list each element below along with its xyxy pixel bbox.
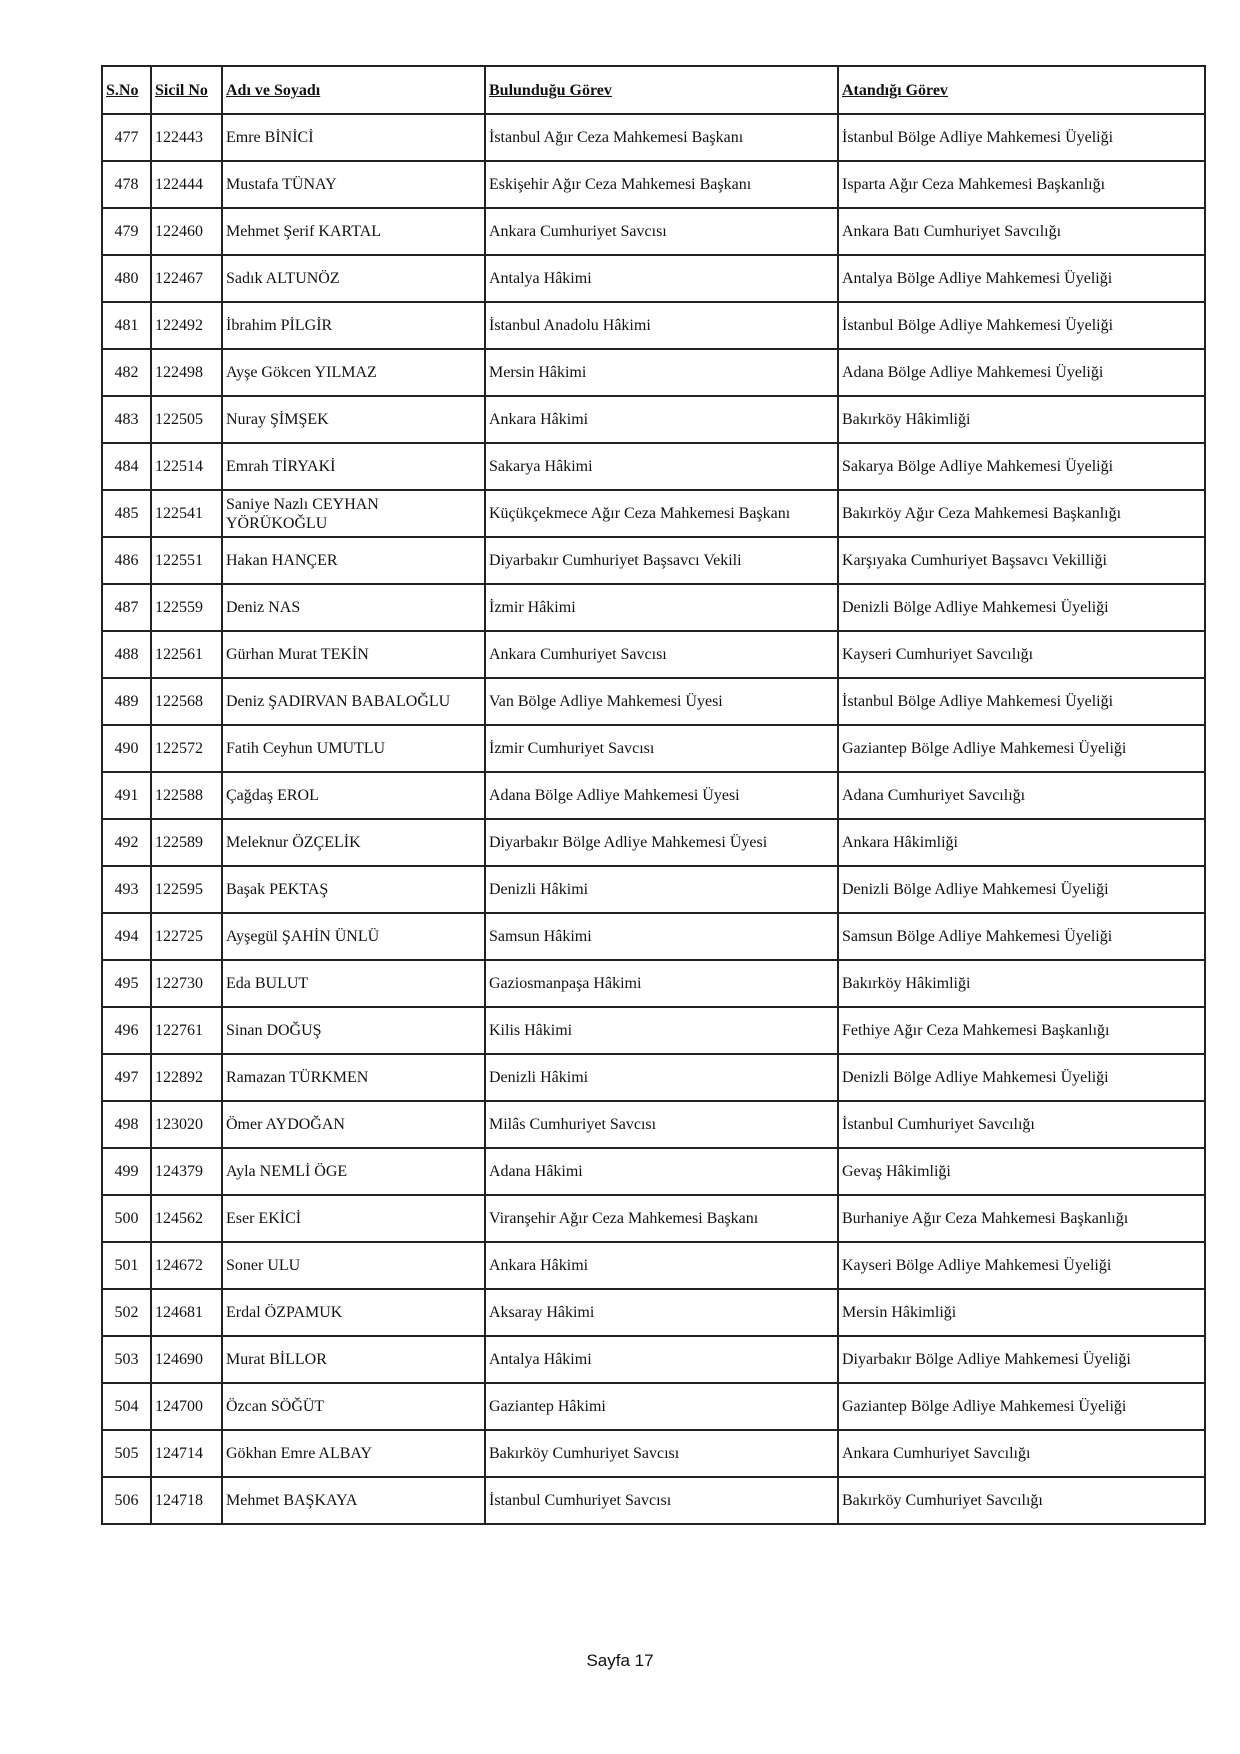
cell-assigned-post: İstanbul Cumhuriyet Savcılığı [838,1101,1205,1148]
cell-current-post: Ankara Cumhuriyet Savcısı [485,631,838,678]
cell-name: Mustafa TÜNAY [222,161,485,208]
cell-sicil-no: 122730 [151,960,222,1007]
cell-current-post: İstanbul Cumhuriyet Savcısı [485,1477,838,1524]
cell-current-post: Ankara Cumhuriyet Savcısı [485,208,838,255]
cell-current-post: Diyarbakır Bölge Adliye Mahkemesi Üyesi [485,819,838,866]
cell-name: Deniz NAS [222,584,485,631]
cell-sno: 484 [102,443,151,490]
cell-current-post: Denizli Hâkimi [485,1054,838,1101]
cell-current-post: Adana Bölge Adliye Mahkemesi Üyesi [485,772,838,819]
appointments-table [101,65,1206,1525]
table-row [102,772,1205,819]
cell-sicil-no: 122498 [151,349,222,396]
cell-assigned-post: Adana Bölge Adliye Mahkemesi Üyeliği [838,349,1205,396]
cell-sicil-no: 124379 [151,1148,222,1195]
table-row [102,255,1205,302]
cell-sno: 480 [102,255,151,302]
cell-name: Murat BİLLOR [222,1336,485,1383]
cell-assigned-post: Sakarya Bölge Adliye Mahkemesi Üyeliği [838,443,1205,490]
table-row [102,725,1205,772]
cell-assigned-post: Antalya Bölge Adliye Mahkemesi Üyeliği [838,255,1205,302]
cell-current-post: Diyarbakır Cumhuriyet Başsavcı Vekili [485,537,838,584]
cell-sicil-no: 122467 [151,255,222,302]
cell-name: Gökhan Emre ALBAY [222,1430,485,1477]
cell-sno: 486 [102,537,151,584]
cell-name: Nuray ŞİMŞEK [222,396,485,443]
cell-sicil-no: 122559 [151,584,222,631]
cell-assigned-post: Gaziantep Bölge Adliye Mahkemesi Üyeliği [838,1383,1205,1430]
cell-current-post: Kilis Hâkimi [485,1007,838,1054]
header-row [102,66,1205,114]
cell-sicil-no: 122444 [151,161,222,208]
cell-current-post: Viranşehir Ağır Ceza Mahkemesi Başkanı [485,1195,838,1242]
cell-sno: 487 [102,584,151,631]
table-row [102,349,1205,396]
table-row [102,584,1205,631]
cell-sno: 497 [102,1054,151,1101]
cell-assigned-post: Isparta Ağır Ceza Mahkemesi Başkanlığı [838,161,1205,208]
cell-name: İbrahim PİLGİR [222,302,485,349]
cell-sno: 502 [102,1289,151,1336]
cell-sno: 496 [102,1007,151,1054]
cell-assigned-post: İstanbul Bölge Adliye Mahkemesi Üyeliği [838,114,1205,161]
cell-current-post: Bakırköy Cumhuriyet Savcısı [485,1430,838,1477]
table-row [102,631,1205,678]
table-row [102,161,1205,208]
cell-assigned-post: Denizli Bölge Adliye Mahkemesi Üyeliği [838,1054,1205,1101]
cell-sno: 498 [102,1101,151,1148]
table-row [102,1007,1205,1054]
cell-current-post: Mersin Hâkimi [485,349,838,396]
table-row [102,1101,1205,1148]
cell-sicil-no: 124562 [151,1195,222,1242]
table-row [102,302,1205,349]
cell-sno: 481 [102,302,151,349]
cell-assigned-post: İstanbul Bölge Adliye Mahkemesi Üyeliği [838,302,1205,349]
cell-current-post: İzmir Hâkimi [485,584,838,631]
cell-sicil-no: 122595 [151,866,222,913]
cell-name: Özcan SÖĞÜT [222,1383,485,1430]
cell-name: Erdal ÖZPAMUK [222,1289,485,1336]
table-row [102,443,1205,490]
cell-name: Sinan DOĞUŞ [222,1007,485,1054]
cell-sno: 495 [102,960,151,1007]
table-row [102,1477,1205,1524]
cell-sno: 505 [102,1430,151,1477]
table-row [102,537,1205,584]
cell-sicil-no: 123020 [151,1101,222,1148]
cell-current-post: Van Bölge Adliye Mahkemesi Üyesi [485,678,838,725]
cell-name: Emrah TİRYAKİ [222,443,485,490]
cell-current-post: Küçükçekmece Ağır Ceza Mahkemesi Başkanı [485,490,838,537]
cell-sicil-no: 122589 [151,819,222,866]
cell-name: Eda BULUT [222,960,485,1007]
cell-current-post: İzmir Cumhuriyet Savcısı [485,725,838,772]
cell-current-post: Denizli Hâkimi [485,866,838,913]
cell-sicil-no: 122561 [151,631,222,678]
cell-name: Eser EKİCİ [222,1195,485,1242]
cell-sicil-no: 122588 [151,772,222,819]
cell-sicil-no: 124700 [151,1383,222,1430]
page-number: Sayfa 17 [586,1651,654,1670]
cell-name: Saniye Nazlı CEYHAN YÖRÜKOĞLU [222,490,485,537]
cell-sno: 478 [102,161,151,208]
cell-sno: 491 [102,772,151,819]
table-row [102,819,1205,866]
cell-sicil-no: 124690 [151,1336,222,1383]
cell-assigned-post: Diyarbakır Bölge Adliye Mahkemesi Üyeliği [838,1336,1205,1383]
table-row [102,1430,1205,1477]
cell-sicil-no: 122460 [151,208,222,255]
cell-sno: 499 [102,1148,151,1195]
cell-assigned-post: Mersin Hâkimliği [838,1289,1205,1336]
table-row [102,396,1205,443]
cell-assigned-post: Gevaş Hâkimliği [838,1148,1205,1195]
table-row [102,1383,1205,1430]
cell-assigned-post: Denizli Bölge Adliye Mahkemesi Üyeliği [838,866,1205,913]
cell-sicil-no: 122572 [151,725,222,772]
cell-sno: 488 [102,631,151,678]
table-body [102,114,1205,1524]
cell-assigned-post: Bakırköy Ağır Ceza Mahkemesi Başkanlığı [838,490,1205,537]
cell-name: Ayşe Gökcen YILMAZ [222,349,485,396]
table-row [102,114,1205,161]
cell-sicil-no: 124714 [151,1430,222,1477]
cell-current-post: Gaziantep Hâkimi [485,1383,838,1430]
cell-current-post: Aksaray Hâkimi [485,1289,838,1336]
table-row [102,1054,1205,1101]
table-row [102,1336,1205,1383]
table-row [102,1289,1205,1336]
cell-assigned-post: Ankara Cumhuriyet Savcılığı [838,1430,1205,1477]
table-row [102,678,1205,725]
cell-name: Ayşegül ŞAHİN ÜNLÜ [222,913,485,960]
cell-name: Çağdaş EROL [222,772,485,819]
cell-name: Ramazan TÜRKMEN [222,1054,485,1101]
table-row [102,866,1205,913]
cell-name: Meleknur ÖZÇELİK [222,819,485,866]
cell-sicil-no: 122541 [151,490,222,537]
cell-name: Mehmet BAŞKAYA [222,1477,485,1524]
cell-name: Ömer AYDOĞAN [222,1101,485,1148]
table-row [102,913,1205,960]
cell-sno: 494 [102,913,151,960]
cell-assigned-post: Kayseri Bölge Adliye Mahkemesi Üyeliği [838,1242,1205,1289]
cell-sno: 479 [102,208,151,255]
cell-sicil-no: 124672 [151,1242,222,1289]
cell-current-post: İstanbul Anadolu Hâkimi [485,302,838,349]
cell-current-post: Adana Hâkimi [485,1148,838,1195]
cell-assigned-post: Ankara Hâkimliği [838,819,1205,866]
cell-assigned-post: Bakırköy Hâkimliği [838,960,1205,1007]
cell-name: Deniz ŞADIRVAN BABALOĞLU [222,678,485,725]
cell-sicil-no: 122505 [151,396,222,443]
cell-sicil-no: 122551 [151,537,222,584]
cell-name: Başak PEKTAŞ [222,866,485,913]
table-row [102,960,1205,1007]
cell-sno: 501 [102,1242,151,1289]
cell-current-post: İstanbul Ağır Ceza Mahkemesi Başkanı [485,114,838,161]
cell-name: Gürhan Murat TEKİN [222,631,485,678]
cell-sno: 504 [102,1383,151,1430]
cell-name: Mehmet Şerif KARTAL [222,208,485,255]
header-sicil-no: Sicil No [151,66,222,114]
cell-sno: 489 [102,678,151,725]
cell-assigned-post: Denizli Bölge Adliye Mahkemesi Üyeliği [838,584,1205,631]
cell-sno: 500 [102,1195,151,1242]
cell-sno: 485 [102,490,151,537]
cell-assigned-post: Adana Cumhuriyet Savcılığı [838,772,1205,819]
header-name: Adı ve Soyadı [222,66,485,114]
cell-name: Hakan HANÇER [222,537,485,584]
cell-sicil-no: 124681 [151,1289,222,1336]
cell-sno: 477 [102,114,151,161]
header-current-post: Bulunduğu Görev [485,66,838,114]
cell-sno: 492 [102,819,151,866]
table-row [102,1242,1205,1289]
cell-assigned-post: Karşıyaka Cumhuriyet Başsavcı Vekilliği [838,537,1205,584]
cell-assigned-post: Ankara Batı Cumhuriyet Savcılığı [838,208,1205,255]
cell-current-post: Ankara Hâkimi [485,396,838,443]
cell-assigned-post: İstanbul Bölge Adliye Mahkemesi Üyeliği [838,678,1205,725]
cell-current-post: Ankara Hâkimi [485,1242,838,1289]
cell-sno: 483 [102,396,151,443]
cell-assigned-post: Burhaniye Ağır Ceza Mahkemesi Başkanlığı [838,1195,1205,1242]
cell-name: Emre BİNİCİ [222,114,485,161]
cell-name: Fatih Ceyhun UMUTLU [222,725,485,772]
cell-current-post: Antalya Hâkimi [485,255,838,302]
cell-sicil-no: 122514 [151,443,222,490]
table-row [102,208,1205,255]
cell-sicil-no: 122761 [151,1007,222,1054]
cell-sno: 493 [102,866,151,913]
table-row [102,490,1205,537]
cell-current-post: Eskişehir Ağır Ceza Mahkemesi Başkanı [485,161,838,208]
cell-name: Soner ULU [222,1242,485,1289]
table-row [102,1148,1205,1195]
cell-assigned-post: Samsun Bölge Adliye Mahkemesi Üyeliği [838,913,1205,960]
cell-sicil-no: 122892 [151,1054,222,1101]
cell-current-post: Antalya Hâkimi [485,1336,838,1383]
table-row [102,1195,1205,1242]
cell-sno: 490 [102,725,151,772]
cell-sicil-no: 122492 [151,302,222,349]
cell-assigned-post: Kayseri Cumhuriyet Savcılığı [838,631,1205,678]
cell-assigned-post: Bakırköy Cumhuriyet Savcılığı [838,1477,1205,1524]
cell-current-post: Samsun Hâkimi [485,913,838,960]
cell-sno: 506 [102,1477,151,1524]
cell-current-post: Sakarya Hâkimi [485,443,838,490]
cell-name: Sadık ALTUNÖZ [222,255,485,302]
table-header [102,66,1205,114]
cell-sicil-no: 122725 [151,913,222,960]
header-sno: S.No [102,66,151,114]
cell-sno: 503 [102,1336,151,1383]
cell-current-post: Milâs Cumhuriyet Savcısı [485,1101,838,1148]
cell-sicil-no: 124718 [151,1477,222,1524]
cell-assigned-post: Gaziantep Bölge Adliye Mahkemesi Üyeliği [838,725,1205,772]
header-assigned-post: Atandığı Görev [838,66,1205,114]
cell-assigned-post: Bakırköy Hâkimliği [838,396,1205,443]
cell-sicil-no: 122443 [151,114,222,161]
cell-sno: 482 [102,349,151,396]
cell-assigned-post: Fethiye Ağır Ceza Mahkemesi Başkanlığı [838,1007,1205,1054]
cell-sicil-no: 122568 [151,678,222,725]
cell-name: Ayla NEMLİ ÖGE [222,1148,485,1195]
cell-current-post: Gaziosmanpaşa Hâkimi [485,960,838,1007]
